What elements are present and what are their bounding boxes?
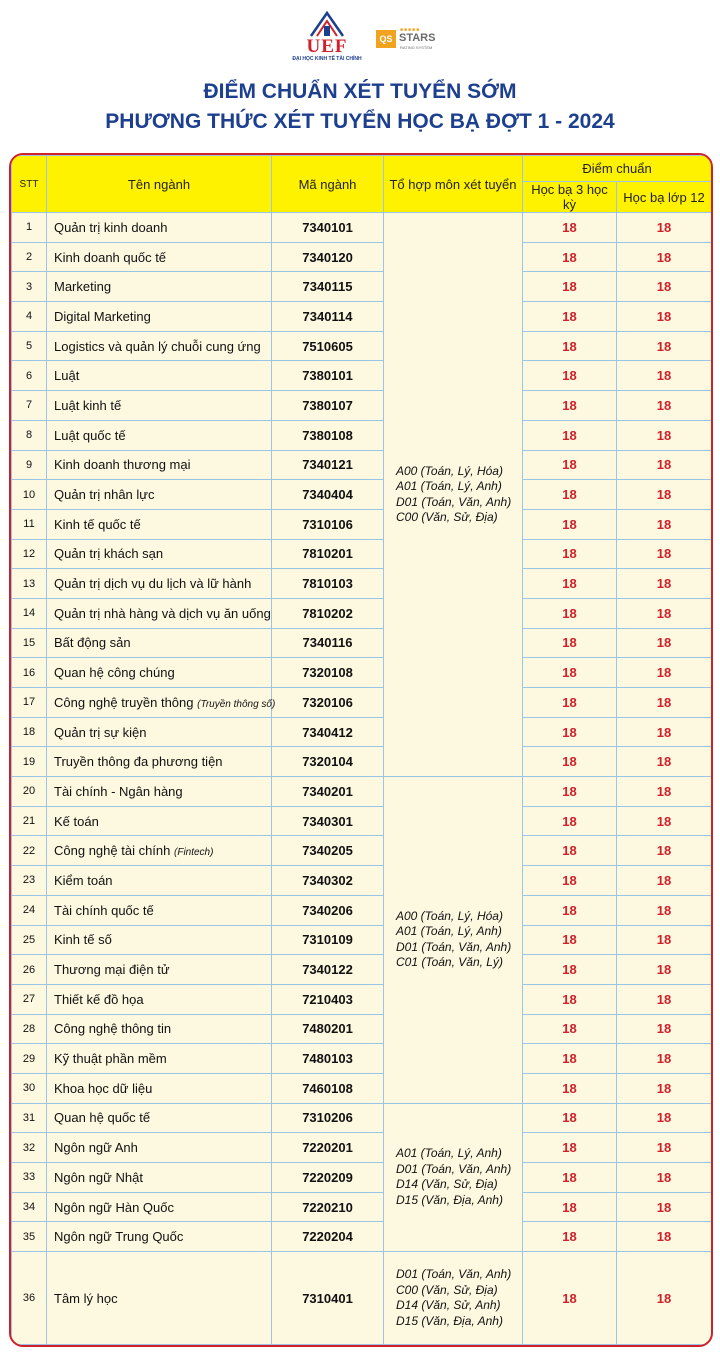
row-score-grade-12: 18 — [617, 480, 712, 510]
header-major-code: Mã ngành — [272, 156, 384, 213]
row-major-name — [47, 895, 272, 925]
row-stt: 9 — [12, 450, 47, 480]
row-major-name — [47, 1044, 272, 1074]
table-row — [12, 302, 712, 332]
row-major-code: 7340205 — [272, 836, 384, 866]
row-stt: 29 — [12, 1044, 47, 1074]
qs-stars-logo — [376, 27, 446, 53]
subject-combo-line: A01 (Toán, Lý, Anh) — [396, 1146, 502, 1161]
row-stt: 26 — [12, 955, 47, 985]
row-major-code: 7340101 — [272, 213, 384, 243]
major-name-text: Quan hệ quốc tế — [54, 1110, 151, 1126]
major-name-text: Ngôn ngữ Hàn Quốc — [54, 1199, 174, 1215]
row-score-3-semesters: 18 — [523, 984, 617, 1014]
row-major-code: 7810103 — [272, 569, 384, 599]
row-score-grade-12: 18 — [617, 688, 712, 718]
row-major-code: 7340206 — [272, 895, 384, 925]
row-stt: 27 — [12, 984, 47, 1014]
row-major-name — [47, 836, 272, 866]
major-name-text: Ngôn ngữ Anh — [54, 1140, 138, 1156]
uef-logo-text: UEF — [306, 36, 348, 57]
row-score-3-semesters: 18 — [523, 1133, 617, 1163]
row-score-grade-12: 18 — [617, 1044, 712, 1074]
row-score-grade-12: 18 — [617, 1133, 712, 1163]
row-stt: 19 — [12, 747, 47, 777]
row-score-3-semesters: 18 — [523, 1192, 617, 1222]
row-major-name — [47, 747, 272, 777]
row-stt: 28 — [12, 1014, 47, 1044]
subject-combo-cell — [384, 213, 523, 777]
qs-stars-text: STARS — [399, 32, 436, 44]
row-score-3-semesters: 18 — [523, 598, 617, 628]
table-row — [12, 1252, 712, 1345]
row-stt: 14 — [12, 598, 47, 628]
major-name-note: (Truyền thông số) — [197, 698, 276, 710]
major-name-text: Tâm lý học — [54, 1290, 118, 1306]
major-name-text: Bất động sản — [54, 635, 131, 651]
major-name-text: Thiết kế đồ họa — [54, 991, 144, 1007]
row-score-3-semesters: 18 — [523, 866, 617, 896]
row-score-3-semesters: 18 — [523, 658, 617, 688]
row-major-name — [47, 272, 272, 302]
subject-combo-line: C00 (Văn, Sử, Địa) — [396, 1282, 498, 1297]
major-name-text: Quản trị khách sạn — [54, 546, 164, 562]
row-score-3-semesters: 18 — [523, 331, 617, 361]
row-stt: 23 — [12, 866, 47, 896]
major-name-note: (Fintech) — [174, 847, 214, 859]
row-major-name — [47, 688, 276, 718]
row-major-code: 7810201 — [272, 539, 384, 569]
row-major-name — [47, 242, 272, 272]
table-row — [12, 509, 712, 539]
row-major-code: 7340301 — [272, 806, 384, 836]
subject-combo-line: C01 (Toán, Văn, Lý) — [396, 955, 503, 970]
major-name-text: Quản trị nhân lực — [54, 487, 155, 503]
table-row — [12, 539, 712, 569]
row-major-code: 7510605 — [272, 331, 384, 361]
major-name-text: Công nghệ thông tin — [54, 1021, 172, 1037]
row-score-3-semesters: 18 — [523, 717, 617, 747]
row-score-3-semesters: 18 — [523, 628, 617, 658]
row-major-name — [47, 509, 272, 539]
row-major-name — [47, 955, 272, 985]
row-major-code: 7310106 — [272, 509, 384, 539]
header-score-grade-12: Học bạ lớp 12 — [617, 182, 712, 213]
row-stt: 17 — [12, 688, 47, 718]
row-stt: 33 — [12, 1163, 47, 1193]
row-score-3-semesters: 18 — [523, 1222, 617, 1252]
table-row — [12, 717, 712, 747]
row-score-3-semesters: 18 — [523, 450, 617, 480]
major-name-text: Luật quốc tế — [54, 427, 126, 443]
row-stt: 10 — [12, 480, 47, 510]
qs-rating-text: RATING SYSTEM — [400, 45, 433, 50]
row-major-code: 7210403 — [272, 984, 384, 1014]
row-stt: 4 — [12, 302, 47, 332]
row-score-grade-12: 18 — [617, 955, 712, 985]
table-row — [12, 688, 712, 718]
table-row — [12, 331, 712, 361]
row-major-code: 7320104 — [272, 747, 384, 777]
row-score-grade-12: 18 — [617, 420, 712, 450]
row-score-grade-12: 18 — [617, 1103, 712, 1133]
admission-score-table-container — [9, 153, 713, 1347]
row-major-name — [47, 628, 272, 658]
row-score-grade-12: 18 — [617, 777, 712, 807]
row-score-grade-12: 18 — [617, 272, 712, 302]
row-score-3-semesters: 18 — [523, 747, 617, 777]
row-major-code: 7220204 — [272, 1222, 384, 1252]
row-major-name — [47, 1222, 272, 1252]
row-major-code: 7380108 — [272, 420, 384, 450]
page-title: ĐIỂM CHUẨN XÉT TUYỂN SỚM — [203, 80, 517, 103]
table-header — [12, 156, 712, 213]
table-row — [12, 598, 712, 628]
major-name-text: Luật kinh tế — [54, 397, 122, 413]
header-score-3-semesters: Học bạ 3 học kỳ — [523, 182, 617, 213]
major-name-text: Kinh tế quốc tế — [54, 516, 141, 532]
row-major-code: 7380101 — [272, 361, 384, 391]
row-score-3-semesters: 18 — [523, 1014, 617, 1044]
row-major-name — [47, 213, 272, 243]
row-stt: 18 — [12, 717, 47, 747]
subject-combo-line: D01 (Toán, Văn, Anh) — [396, 494, 512, 509]
row-major-code: 7380107 — [272, 391, 384, 421]
major-name-text: Quản trị nhà hàng và dịch vụ ăn uống — [54, 605, 271, 621]
table-row — [12, 777, 712, 807]
row-score-3-semesters: 18 — [523, 213, 617, 243]
table-row — [12, 1073, 712, 1103]
table-row — [12, 450, 712, 480]
table-row — [12, 1222, 712, 1252]
row-major-code: 7340302 — [272, 866, 384, 896]
table-row — [12, 747, 712, 777]
row-score-grade-12: 18 — [617, 213, 712, 243]
row-score-grade-12: 18 — [617, 569, 712, 599]
major-name-text: Ngôn ngữ Trung Quốc — [54, 1229, 184, 1245]
major-name-text: Kinh doanh thương mại — [54, 457, 191, 473]
row-score-3-semesters: 18 — [523, 955, 617, 985]
row-major-code: 7340120 — [272, 242, 384, 272]
header-subject-combo: Tổ hợp môn xét tuyển — [384, 156, 523, 213]
subject-combo-line: D01 (Toán, Văn, Anh) — [396, 1161, 512, 1176]
table-row — [12, 1014, 712, 1044]
row-stt: 1 — [12, 213, 47, 243]
row-major-name — [47, 391, 272, 421]
row-score-grade-12: 18 — [617, 658, 712, 688]
table-row — [12, 1192, 712, 1222]
university-building-icon — [307, 10, 347, 38]
uef-logo-subtitle: ĐẠI HỌC KINH TẾ TÀI CHÍNH — [292, 56, 362, 62]
row-score-3-semesters: 18 — [523, 361, 617, 391]
table-row — [12, 1133, 712, 1163]
row-score-grade-12: 18 — [617, 1014, 712, 1044]
row-score-3-semesters: 18 — [523, 1044, 617, 1074]
row-major-code: 7340122 — [272, 955, 384, 985]
table-row — [12, 1103, 712, 1133]
subject-combo-line: A00 (Toán, Lý, Hóa) — [396, 463, 503, 478]
row-major-name — [47, 658, 272, 688]
row-score-3-semesters: 18 — [523, 509, 617, 539]
row-score-3-semesters: 18 — [523, 777, 617, 807]
row-score-grade-12: 18 — [617, 450, 712, 480]
row-score-grade-12: 18 — [617, 331, 712, 361]
major-name-text: Quan hệ công chúng — [54, 665, 175, 681]
major-name-text: Quản trị kinh doanh — [54, 219, 168, 235]
row-score-grade-12: 18 — [617, 836, 712, 866]
subject-combo-cell — [384, 1252, 523, 1345]
table-row — [12, 658, 712, 688]
row-major-name — [47, 302, 272, 332]
admission-score-table — [11, 155, 712, 1345]
row-score-grade-12: 18 — [617, 242, 712, 272]
row-stt: 3 — [12, 272, 47, 302]
row-stt: 21 — [12, 806, 47, 836]
subject-combo-line: D14 (Văn, Sử, Anh) — [396, 1298, 501, 1313]
table-row — [12, 480, 712, 510]
table-row — [12, 242, 712, 272]
row-score-grade-12: 18 — [617, 747, 712, 777]
row-score-grade-12: 18 — [617, 1163, 712, 1193]
subject-combo-line: D14 (Văn, Sử, Địa) — [396, 1177, 498, 1192]
row-major-code: 7320106 — [272, 688, 384, 718]
row-major-code: 7310109 — [272, 925, 384, 955]
row-stt: 34 — [12, 1192, 47, 1222]
table-row — [12, 569, 712, 599]
row-major-code: 7340412 — [272, 717, 384, 747]
table-row — [12, 420, 712, 450]
table-row — [12, 628, 712, 658]
row-stt: 11 — [12, 509, 47, 539]
row-major-name — [47, 1252, 272, 1345]
row-score-3-semesters: 18 — [523, 895, 617, 925]
major-name-text: Khoa học dữ liệu — [54, 1080, 153, 1096]
subject-combo-line: D15 (Văn, Địa, Anh) — [396, 1313, 503, 1328]
major-name-text: Logistics và quản lý chuỗi cung ứng — [54, 338, 261, 354]
row-stt: 12 — [12, 539, 47, 569]
subject-combo-line: A00 (Toán, Lý, Hóa) — [396, 908, 503, 923]
major-name-text: Công nghệ tài chính — [54, 843, 171, 859]
subject-combo-line: C00 (Văn, Sử, Địa) — [396, 510, 498, 525]
header-stt: STT — [12, 156, 47, 213]
table-row — [12, 213, 712, 243]
row-major-name — [47, 569, 272, 599]
row-major-code: 7320108 — [272, 658, 384, 688]
table-row — [12, 895, 712, 925]
major-name-text: Quản trị dịch vụ du lịch và lữ hành — [54, 576, 252, 592]
header-benchmark-score: Điểm chuẩn — [523, 156, 712, 182]
row-major-name — [47, 539, 272, 569]
row-major-name — [47, 1163, 272, 1193]
row-major-name — [47, 984, 272, 1014]
qs-badge: QS — [376, 30, 396, 48]
row-score-grade-12: 18 — [617, 984, 712, 1014]
table-row — [12, 1044, 712, 1074]
row-score-grade-12: 18 — [617, 598, 712, 628]
row-major-name — [47, 777, 272, 807]
row-stt: 30 — [12, 1073, 47, 1103]
row-score-3-semesters: 18 — [523, 539, 617, 569]
table-row — [12, 836, 712, 866]
page-header — [0, 0, 720, 150]
row-score-3-semesters: 18 — [523, 569, 617, 599]
row-major-name — [47, 1014, 272, 1044]
row-score-grade-12: 18 — [617, 717, 712, 747]
row-score-3-semesters: 18 — [523, 480, 617, 510]
table-body — [12, 213, 712, 1345]
row-score-3-semesters: 18 — [523, 272, 617, 302]
header-major-name: Tên ngành — [47, 156, 272, 213]
row-score-3-semesters: 18 — [523, 391, 617, 421]
row-stt: 13 — [12, 569, 47, 599]
row-major-code: 7220201 — [272, 1133, 384, 1163]
major-name-text: Kinh tế số — [54, 932, 112, 948]
page-subtitle: PHƯƠNG THỨC XÉT TUYỂN HỌC BẠ ĐỢT 1 - 2024 — [105, 110, 615, 133]
row-stt: 36 — [12, 1252, 47, 1345]
row-major-name — [47, 717, 272, 747]
row-score-grade-12: 18 — [617, 1073, 712, 1103]
uef-logo — [292, 10, 362, 72]
row-score-3-semesters: 18 — [523, 1073, 617, 1103]
subject-combo-line: D01 (Toán, Văn, Anh) — [396, 939, 512, 954]
row-major-name — [47, 450, 272, 480]
row-major-code: 7460108 — [272, 1073, 384, 1103]
row-score-3-semesters: 18 — [523, 1252, 617, 1345]
row-score-3-semesters: 18 — [523, 688, 617, 718]
major-name-text: Tài chính - Ngân hàng — [54, 783, 183, 799]
major-name-text: Quản trị sự kiện — [54, 724, 147, 740]
row-major-name — [47, 1103, 272, 1133]
row-score-grade-12: 18 — [617, 895, 712, 925]
row-score-grade-12: 18 — [617, 361, 712, 391]
row-major-name — [47, 806, 272, 836]
major-name-text: Ngôn ngữ Nhật — [54, 1169, 143, 1185]
subject-combo-line: D15 (Văn, Địa, Anh) — [396, 1192, 503, 1207]
row-score-grade-12: 18 — [617, 866, 712, 896]
row-major-code: 7310206 — [272, 1103, 384, 1133]
row-score-grade-12: 18 — [617, 1252, 712, 1345]
table-row — [12, 955, 712, 985]
row-major-name — [47, 331, 272, 361]
major-name-text: Marketing — [54, 279, 112, 295]
row-major-name — [47, 925, 272, 955]
table-row — [12, 1163, 712, 1193]
row-score-3-semesters: 18 — [523, 1163, 617, 1193]
subject-combo-line: D01 (Toán, Văn, Anh) — [396, 1267, 512, 1282]
row-stt: 31 — [12, 1103, 47, 1133]
major-name-text: Luật — [54, 368, 80, 384]
row-major-code: 7480103 — [272, 1044, 384, 1074]
row-stt: 8 — [12, 420, 47, 450]
table-row — [12, 984, 712, 1014]
subject-combo-line: A01 (Toán, Lý, Anh) — [396, 924, 502, 939]
major-name-text: Công nghệ truyền thông — [54, 694, 194, 710]
major-name-text: Truyền thông đa phương tiện — [54, 754, 223, 770]
subject-combo-cell — [384, 1103, 523, 1251]
subject-combo-cell — [384, 777, 523, 1104]
row-stt: 2 — [12, 242, 47, 272]
row-score-3-semesters: 18 — [523, 420, 617, 450]
row-major-name — [47, 598, 272, 628]
row-major-code: 7480201 — [272, 1014, 384, 1044]
row-major-code: 7310401 — [272, 1252, 384, 1345]
row-major-name — [47, 420, 272, 450]
row-score-grade-12: 18 — [617, 628, 712, 658]
row-major-name — [47, 1133, 272, 1163]
row-score-3-semesters: 18 — [523, 242, 617, 272]
row-score-3-semesters: 18 — [523, 1103, 617, 1133]
row-major-code: 7340115 — [272, 272, 384, 302]
row-major-code: 7220210 — [272, 1192, 384, 1222]
major-name-text: Kế toán — [54, 813, 99, 829]
major-name-text: Thương mại điện tử — [54, 962, 170, 978]
row-major-code: 7340121 — [272, 450, 384, 480]
row-score-grade-12: 18 — [617, 509, 712, 539]
row-major-code: 7340116 — [272, 628, 384, 658]
row-major-name — [47, 480, 272, 510]
major-name-text: Kỹ thuật phần mềm — [54, 1051, 167, 1067]
row-major-name — [47, 1192, 272, 1222]
row-stt: 24 — [12, 895, 47, 925]
row-score-grade-12: 18 — [617, 806, 712, 836]
subject-combo-line: A01 (Toán, Lý, Anh) — [396, 479, 502, 494]
row-stt: 22 — [12, 836, 47, 866]
major-name-text: Kiểm toán — [54, 872, 113, 888]
row-stt: 15 — [12, 628, 47, 658]
table-row — [12, 391, 712, 421]
row-major-code: 7340114 — [272, 302, 384, 332]
table-row — [12, 866, 712, 896]
row-stt: 6 — [12, 361, 47, 391]
table-row — [12, 361, 712, 391]
row-stt: 16 — [12, 658, 47, 688]
row-major-code: 7810202 — [272, 598, 384, 628]
row-stt: 5 — [12, 331, 47, 361]
row-score-3-semesters: 18 — [523, 836, 617, 866]
major-name-text: Tài chính quốc tế — [54, 902, 154, 918]
row-major-code: 7340201 — [272, 777, 384, 807]
table-row — [12, 806, 712, 836]
row-score-grade-12: 18 — [617, 539, 712, 569]
row-major-code: 7340404 — [272, 480, 384, 510]
table-row — [12, 925, 712, 955]
row-stt: 7 — [12, 391, 47, 421]
row-score-grade-12: 18 — [617, 925, 712, 955]
row-major-name — [47, 361, 272, 391]
row-score-3-semesters: 18 — [523, 925, 617, 955]
row-stt: 32 — [12, 1133, 47, 1163]
major-name-text: Kinh doanh quốc tế — [54, 249, 167, 265]
row-score-3-semesters: 18 — [523, 806, 617, 836]
row-major-code: 7220209 — [272, 1163, 384, 1193]
row-stt: 20 — [12, 777, 47, 807]
row-score-grade-12: 18 — [617, 1192, 712, 1222]
table-row — [12, 272, 712, 302]
row-score-grade-12: 18 — [617, 391, 712, 421]
row-stt: 25 — [12, 925, 47, 955]
row-major-name — [47, 1073, 272, 1103]
major-name-text: Digital Marketing — [54, 308, 151, 324]
row-major-name — [47, 866, 272, 896]
star-dots-icon: ■■■■■ — [400, 27, 421, 33]
row-score-3-semesters: 18 — [523, 302, 617, 332]
row-score-grade-12: 18 — [617, 302, 712, 332]
row-stt: 35 — [12, 1222, 47, 1252]
row-score-grade-12: 18 — [617, 1222, 712, 1252]
